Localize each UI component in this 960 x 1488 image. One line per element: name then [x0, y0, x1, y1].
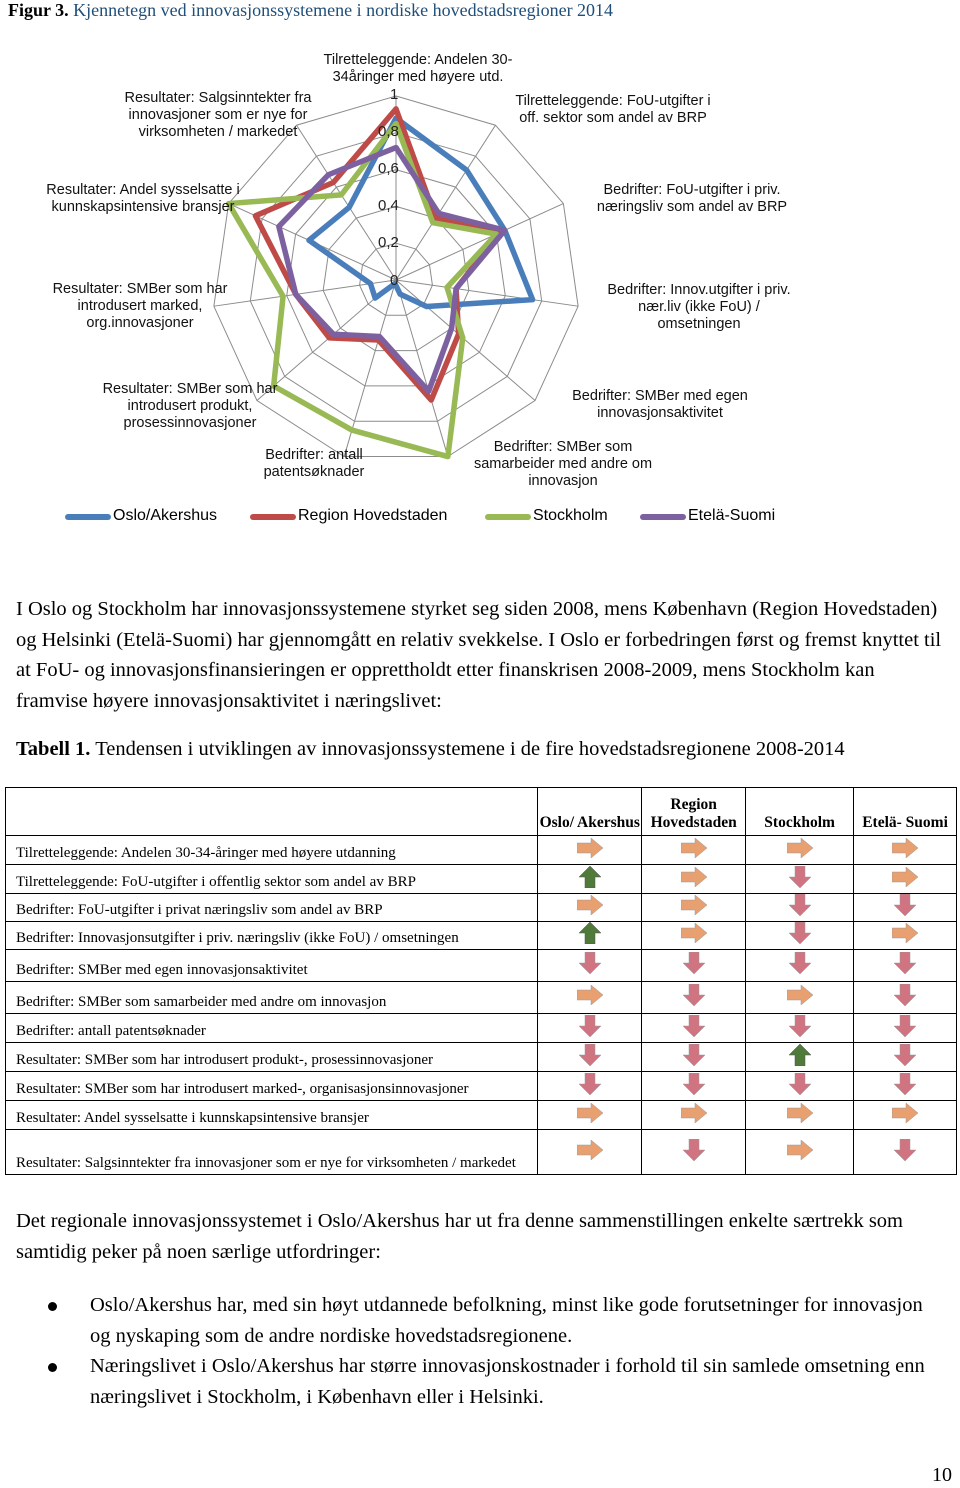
trend-cell [746, 1130, 854, 1175]
trend-table [5, 787, 957, 1175]
table-row [6, 922, 957, 950]
table-row-label: Bedrifter: Innovasjonsutgifter i priv. næringsliv (ikke FoU) / omsetningen [6, 922, 538, 950]
bullet-dot [48, 1302, 57, 1311]
table-row [6, 865, 957, 894]
arrow-right-icon [892, 838, 918, 858]
table-row-label: Resultater: Salgsinntekter fra innovasjoner som er nye for virksomheten / markedet [6, 1130, 538, 1175]
table-row-label: Resultater: SMBer som har introdusert produkt-, prosessinnovasjoner [6, 1043, 538, 1072]
table-row-label: Bedrifter: FoU-utgifter i privat næringsliv som andel av BRP [6, 894, 538, 922]
arrow-up-icon [579, 866, 601, 888]
trend-cell [642, 950, 746, 982]
trend-cell [642, 1043, 746, 1072]
series-line-1 [309, 118, 533, 306]
trend-cell [538, 836, 642, 865]
table-header-row [6, 788, 957, 836]
arrow-up-icon [579, 922, 601, 944]
trend-cell [538, 1043, 642, 1072]
trend-cell [854, 950, 957, 982]
table-row-label: Resultater: Andel sysselsatte i kunnskapsintensive bransjer [6, 1101, 538, 1130]
axis-label-2: Bedrifter: FoU-utgifter i priv. næringsliv som andel av BRP [596, 182, 788, 215]
table-row-label: Bedrifter: antall patentsøknader [6, 1014, 538, 1043]
trend-cell [854, 982, 957, 1014]
arrow-right-icon [577, 838, 603, 858]
tick-label-5: 1 [390, 86, 399, 103]
tick-label-3: 0,6 [378, 160, 399, 177]
arrow-right-icon [892, 923, 918, 943]
table-row [6, 836, 957, 865]
table-label: Tabell 1. [16, 738, 91, 760]
arrow-down-icon [894, 894, 916, 916]
table-title [16, 738, 845, 761]
table-row [6, 1101, 957, 1130]
trend-cell [538, 1014, 642, 1043]
arrow-down-icon [789, 1073, 811, 1095]
arrow-down-icon [579, 1044, 601, 1066]
axis-label-0: Tilretteleggende: Andelen 30-34åringer med høyere utd. [323, 52, 513, 85]
bullet-dot [48, 1363, 57, 1372]
trend-cell [746, 1043, 854, 1072]
arrow-down-icon [683, 1015, 705, 1037]
arrow-right-icon [787, 985, 813, 1005]
trend-cell [642, 1014, 746, 1043]
arrow-down-icon [894, 984, 916, 1006]
arrow-down-icon [683, 952, 705, 974]
arrow-down-icon [579, 1073, 601, 1095]
tick-label-2: 0,4 [378, 197, 399, 214]
legend-label: Stockholm [533, 507, 608, 524]
trend-cell [642, 1101, 746, 1130]
axis-label-8: Resultater: SMBer som har introdusert marked, org.innovasjoner [52, 281, 228, 331]
arrow-down-icon [894, 1073, 916, 1095]
trend-cell [854, 836, 957, 865]
tick-label-4: 0,8 [378, 123, 399, 140]
trend-cell [746, 1101, 854, 1130]
trend-cell [642, 1072, 746, 1101]
table-header-etela-suomi: Etelä- Suomi [854, 788, 957, 836]
table-header-empty [6, 788, 538, 836]
axis-label-9: Resultater: Andel sysselsatte i kunnskapsintensive bransjer [46, 182, 240, 215]
arrow-down-icon [894, 952, 916, 974]
trend-cell [538, 1072, 642, 1101]
trend-cell [642, 865, 746, 894]
arrow-right-icon [787, 1140, 813, 1160]
arrow-right-icon [681, 923, 707, 943]
axis-label-7: Resultater: SMBer som har introdusert produkt, prosessinnovasjoner [102, 381, 278, 431]
table-row [6, 894, 957, 922]
table-header-hovedstaden: Region Hovedstaden [642, 788, 746, 836]
trend-cell [746, 982, 854, 1014]
trend-cell [538, 982, 642, 1014]
legend-swatch [250, 514, 296, 520]
arrow-right-icon [577, 985, 603, 1005]
paragraph-summary: Det regionale innovasjonssystemet i Oslo/Akershus har ut fra denne sammenstillingen enkelte særtrekk som samtidig peker på noen særlige utfordringer: [16, 1210, 904, 1263]
table-row [6, 982, 957, 1014]
arrow-down-icon [789, 952, 811, 974]
trend-cell [854, 1014, 957, 1043]
arrow-down-icon [683, 1073, 705, 1095]
tick-label-1: 0,2 [378, 234, 399, 251]
table-header-oslo: Oslo/ Akershus [538, 788, 642, 836]
table-row-label: Tilretteleggende: FoU-utgifter i offentlig sektor som andel av BRP [6, 865, 538, 894]
arrow-right-icon [681, 838, 707, 858]
arrow-down-icon [894, 1044, 916, 1066]
arrow-down-icon [683, 984, 705, 1006]
trend-cell [642, 982, 746, 1014]
table-title-text: Tendensen i utviklingen av innovasjonssystemene i de fire hovedstadsregionene 2008-2014 [90, 738, 845, 760]
figure-label: Figur 3. [8, 0, 69, 20]
trend-cell [538, 1130, 642, 1175]
bullet-list [48, 1290, 928, 1412]
arrow-down-icon [894, 1015, 916, 1037]
bullet-text: Oslo/Akershus har, med sin høyt utdannede befolkning, minst like gode forutsetninger for innovasjon og nyskaping som de andre nordiske hovedstadsregionene. [90, 1294, 923, 1347]
trend-cell [854, 1101, 957, 1130]
trend-cell [746, 894, 854, 922]
arrow-right-icon [577, 1140, 603, 1160]
legend-swatch [65, 514, 111, 520]
table-row [6, 950, 957, 982]
axis-label-6: Bedrifter: antall patentsøknader [263, 447, 365, 480]
table-header-stockholm: Stockholm [746, 788, 854, 836]
trend-cell [854, 922, 957, 950]
table-row [6, 1043, 957, 1072]
arrow-right-icon [681, 867, 707, 887]
trend-cell [854, 1072, 957, 1101]
trend-cell [746, 865, 854, 894]
table-row [6, 1130, 957, 1175]
page-number: 10 [932, 1464, 952, 1486]
arrow-down-icon [789, 866, 811, 888]
bullet-text: Næringslivet i Oslo/Akershus har større innovasjonskostnader i forhold til sin samlede omsetning enn næringslivet i Stockholm, i København eller i Helsinki. [90, 1355, 925, 1408]
legend-swatch [640, 514, 686, 520]
trend-cell [746, 1014, 854, 1043]
arrow-right-icon [681, 1103, 707, 1123]
table-row-label: Bedrifter: SMBer med egen innovasjonsaktivitet [6, 950, 538, 982]
arrow-down-icon [789, 894, 811, 916]
table-row-label: Tilretteleggende: Andelen 30-34-åringer med høyere utdanning [6, 836, 538, 865]
legend-swatch [485, 514, 531, 520]
axis-label-5: Bedrifter: SMBer som samarbeider med andre om innovasjon [473, 439, 653, 489]
legend-label: Oslo/Akershus [113, 507, 218, 524]
trend-cell [538, 894, 642, 922]
tick-label-0: 0 [390, 272, 399, 289]
axis-label-1: Tilretteleggende: FoU-utgifter i off. sektor som andel av BRP [515, 93, 711, 126]
table-row [6, 1014, 957, 1043]
table-row-label: Resultater: SMBer som har introdusert marked-, organisasjonsinnovasjoner [6, 1072, 538, 1101]
arrow-right-icon [892, 1103, 918, 1123]
legend-label: Region Hovedstaden [298, 507, 448, 524]
figure-caption [8, 0, 613, 21]
trend-cell [642, 922, 746, 950]
table-row-label: Bedrifter: SMBer som samarbeider med andre om innovasjon [6, 982, 538, 1014]
trend-cell [538, 865, 642, 894]
arrow-down-icon [894, 1139, 916, 1161]
trend-cell [538, 922, 642, 950]
arrow-right-icon [787, 1103, 813, 1123]
trend-cell [854, 1130, 957, 1175]
arrow-down-icon [683, 1044, 705, 1066]
list-item [48, 1351, 928, 1412]
trend-cell [746, 1072, 854, 1101]
arrow-down-icon [579, 1015, 601, 1037]
figure-title: Kjennetegn ved innovasjonssystemene i nordiske hovedstadsregioner 2014 [73, 0, 614, 20]
arrow-right-icon [892, 867, 918, 887]
trend-cell [538, 950, 642, 982]
list-item [48, 1290, 928, 1351]
legend-label: Etelä-Suomi [688, 507, 776, 524]
paragraph-intro: I Oslo og Stockholm har innovasjonssystemene styrket seg siden 2008, mens København (Region Hovedstaden) og Helsinki (Etelä-Suomi) har gjennomgått en relativ svekkelse. I Oslo er forbedringen først og fremst knyttet til at FoU- og innovasjonsfinansieringen er opprettholdt etter finanskrisen 2008-2009, mens Stockholm kan framvise høyere innovasjonsaktivitet i næringslivet: [16, 598, 942, 712]
arrow-down-icon [579, 952, 601, 974]
trend-cell [538, 1101, 642, 1130]
arrow-down-icon [789, 922, 811, 944]
arrow-right-icon [681, 895, 707, 915]
arrow-right-icon [577, 895, 603, 915]
trend-cell [854, 1043, 957, 1072]
arrow-down-icon [789, 1015, 811, 1037]
trend-cell [854, 894, 957, 922]
arrow-right-icon [577, 1103, 603, 1123]
arrow-down-icon [683, 1139, 705, 1161]
arrow-up-icon [789, 1044, 811, 1066]
axis-label-4: Bedrifter: SMBer med egen innovasjonsaktivitet [572, 388, 748, 421]
axis-label-3: Bedrifter: Innov.utgifter i priv. nær.liv (ikke FoU) / omsetningen [607, 282, 791, 332]
axis-label-10: Resultater: Salgsinntekter fra innovasjoner som er nye for virksomheten / markedet [124, 90, 312, 140]
trend-cell [746, 836, 854, 865]
trend-cell [746, 922, 854, 950]
trend-cell [746, 950, 854, 982]
table-row [6, 1072, 957, 1101]
trend-cell [642, 1130, 746, 1175]
arrow-right-icon [787, 838, 813, 858]
trend-cell [642, 894, 746, 922]
trend-cell [642, 836, 746, 865]
trend-cell [854, 865, 957, 894]
